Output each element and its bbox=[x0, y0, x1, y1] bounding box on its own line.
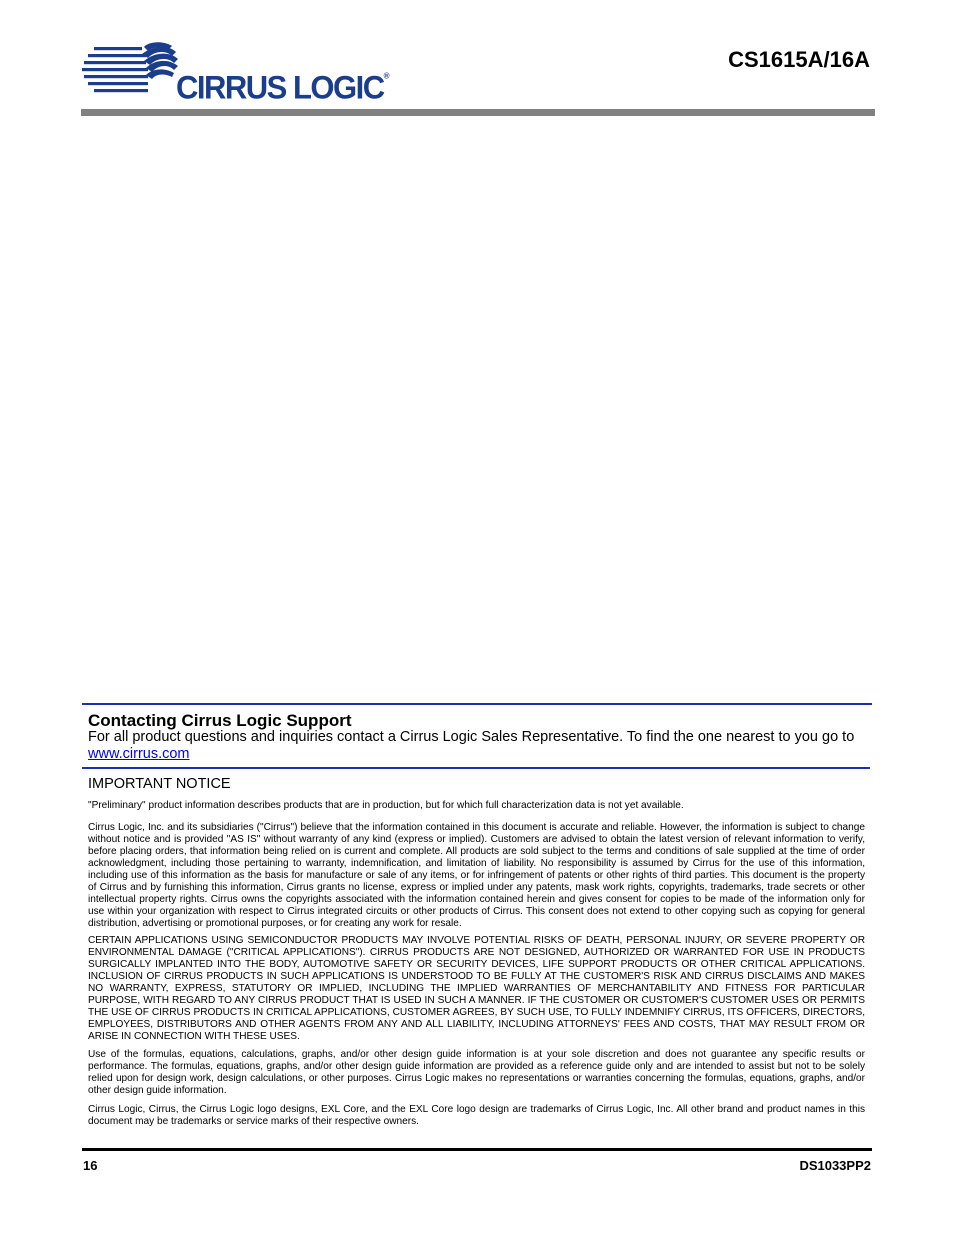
document-code: DS1033PP2 bbox=[799, 1158, 871, 1173]
header-divider bbox=[81, 109, 875, 116]
notice-heading: IMPORTANT NOTICE bbox=[88, 776, 231, 792]
contact-divider-top bbox=[82, 703, 872, 705]
contact-heading: Contacting Cirrus Logic Support bbox=[88, 711, 352, 730]
contact-text: For all product questions and inquiries contact a Cirrus Logic Sales Representative. To find the one nearest to you go to bbox=[88, 729, 855, 745]
notice-paragraph-disclaimer: Cirrus Logic, Inc. and its subsidiaries ("Cirrus") believe that the information contained in this document is accurate and reliable. However, the information is subject to change without notice and is provided "AS IS" without warranty of any kind (express or implied). Customers are advised to obtain the latest version of relevant information to verify, before placing orders, that information being relied on is current and complete. All products are sold subject to the terms and conditions of sale supplied at the time of order acknowledgment, including those pertaining to warranty, indemnification, and limitation of liability. No responsibility is assumed by Cirrus for the use of this information, including use of this information as the basis for manufacture or sale of any items, or for infringement of patents or other rights of third parties. This document is the property of Cirrus and by furnishing this information, Cirrus grants no license, express or implied under any patents, mask work rights, copyrights, trademarks, trade secrets or other intellectual property rights. Cirrus owns the copyrights associated with the information contained herein and gives consent for copies to be made of the information only for use within your organization with respect to Cirrus integrated circuits or other products of Cirrus. This consent does not extend to other copying such as copying for general distribution, advertising or promotional purposes, or for creating any work for resale. bbox=[88, 822, 865, 929]
footer-divider bbox=[82, 1148, 872, 1151]
notice-paragraph-trademarks: Cirrus Logic, Cirrus, the Cirrus Logic logo designs, EXL Core, and the EXL Core logo design are trademarks of Cirrus Logic, Inc. All other brand and product names in this document may be trademarks or service marks of their respective owners. bbox=[88, 1104, 865, 1127]
cirrus-website-link[interactable]: www.cirrus.com bbox=[88, 746, 190, 762]
notice-paragraph-preliminary: "Preliminary" product information describes products that are in production, but for which full characterization data is not yet available. bbox=[88, 800, 684, 811]
page-number: 16 bbox=[83, 1158, 98, 1173]
notice-paragraph-critical-applications: CERTAIN APPLICATIONS USING SEMICONDUCTOR PRODUCTS MAY INVOLVE POTENTIAL RISKS OF DEATH, PERSONAL INJURY, OR SEVERE PROPERTY OR ENVIRONMENTAL DAMAGE ("CRITICAL APPLICATIONS"). CIRRUS PRODUCTS ARE NOT DESIGNED, AUTHORIZED OR WARRANTED FOR USE IN PRODUCTS SURGICALLY IMPLANTED INTO THE BODY, AUTOMOTIVE SAFETY OR SECURITY DEVICES, LIFE SUPPORT PRODUCTS OR OTHER CRITICAL APPLICATIONS. INCLUSION OF CIRRUS PRODUCTS IN SUCH APPLICATIONS IS UNDERSTOOD TO BE FULLY AT THE CUSTOMER'S RISK AND CIRRUS DISCLAIMS AND MAKES NO WARRANTY, EXPRESS, STATUTORY OR IMPLIED, INCLUDING THE IMPLIED WARRANTIES OF MERCHANTABILITY AND FITNESS FOR PARTICULAR PURPOSE, WITH REGARD TO ANY CIRRUS PRODUCT THAT IS USED IN SUCH A MANNER. IF THE CUSTOMER OR CUSTOMER'S CUSTOMER USES OR PERMITS THE USE OF CIRRUS PRODUCTS IN CRITICAL APPLICATIONS, CUSTOMER AGREES, BY SUCH USE, TO FULLY INDEMNIFY CIRRUS, ITS OFFICERS, DIRECTORS, EMPLOYEES, DISTRIBUTORS AND OTHER AGENTS FROM ANY AND ALL LIABILITY, INCLUDING ATTORNEYS' FEES AND COSTS, THAT MAY RESULT FROM OR ARISE IN CONNECTION WITH THESE USES. bbox=[88, 935, 865, 1042]
notice-paragraph-design-guide: Use of the formulas, equations, calculations, graphs, and/or other design guide information is at your sole discretion and does not guarantee any specific results or performance. The formulas, equations, graphs, and/or other design guide information are provided as a reference guide only and are intended to assist but not to be solely relied upon for design work, design calculations, or other purposes. Cirrus Logic makes no representations or warranties concerning the formulas, equations, graphs, and/or other design guide information. bbox=[88, 1049, 865, 1096]
logo-wordmark: CIRRUS LOGIC® bbox=[176, 69, 390, 106]
contact-divider-bottom bbox=[82, 767, 870, 769]
document-title: CS1615A/16A bbox=[728, 47, 870, 72]
contact-body bbox=[88, 729, 868, 763]
